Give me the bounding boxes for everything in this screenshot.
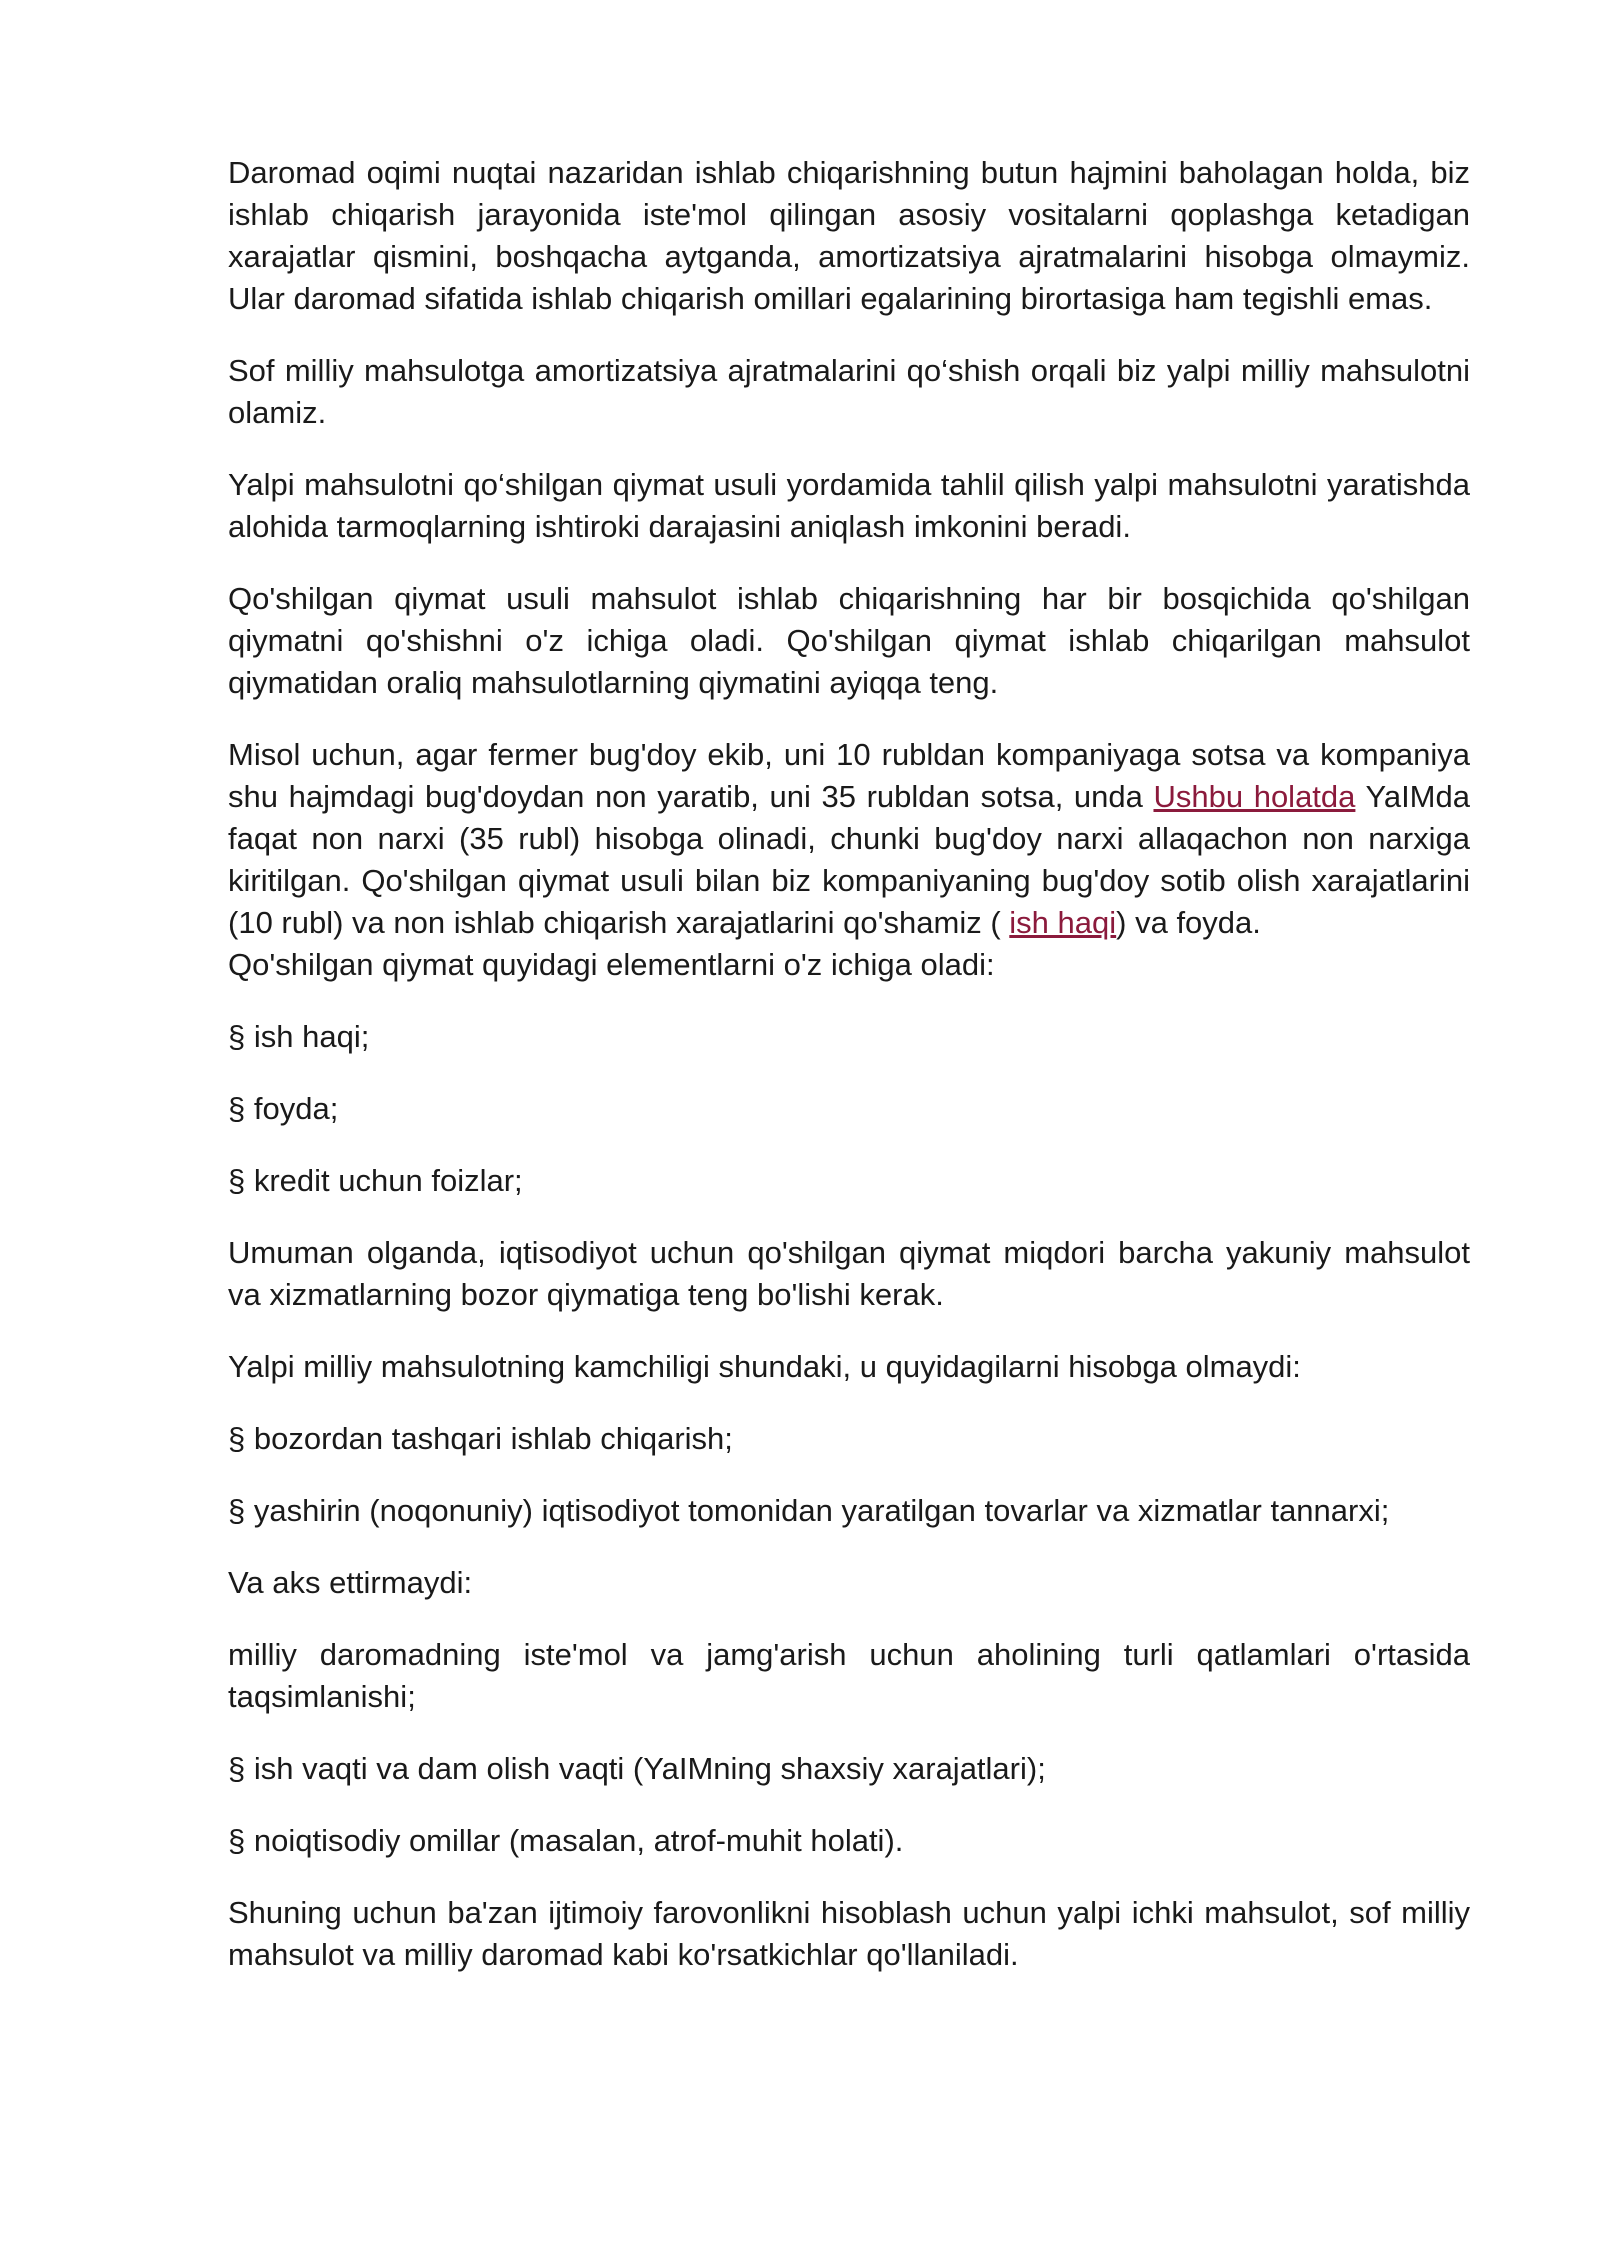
list-item: § ish vaqti va dam olish vaqti (YaIMning shaxsiy xarajatlari); <box>228 1751 1046 1786</box>
list-item: § foyda; <box>228 1091 339 1126</box>
paragraph-conclusion: Shuning uchun ba'zan ijtimoiy farovonlikni hisoblash uchun yalpi ichki mahsulot, sof milliy mahsulot va milliy daromad kabi ko'rsatkichlar qo'llaniladi. <box>228 1895 1470 1972</box>
paragraph-gnp-shortcomings: Yalpi milliy mahsulotning kamchiligi shundaki, u quyidagilarni hisobga olmaydi: <box>228 1349 1301 1384</box>
paragraph-value-added-analysis: Yalpi mahsulotni qo‘shilgan qiymat usuli yordamida tahlil qilish yalpi mahsulotni yaratishda alohida tarmoqlarning ishtiroki darajasini aniqlash imkonini beradi. <box>228 467 1470 544</box>
link-ushbu-holatda[interactable]: Ushbu holatda <box>1153 779 1356 814</box>
list-not-accounted <box>228 1418 1470 1532</box>
paragraph-gnp-definition: Sof milliy mahsulotga amortizatsiya ajratmalarini qo‘shish orqali biz yalpi milliy mahsulotni olamiz. <box>228 353 1470 430</box>
paragraph-value-added-method: Qo'shilgan qiymat usuli mahsulot ishlab chiqarishning har bir bosqichida qo'shilgan qiymatni qo'shishni o'z ichiga oladi. Qo'shilgan qiymat ishlab chiqarilgan mahsulot qiymatidan oraliq mahsulotlarning qiymatini ayiqqa teng. <box>228 581 1470 700</box>
paragraph-value-added-elements: Qo'shilgan qiymat quyidagi elementlarni o'z ichiga oladi: <box>228 947 995 982</box>
example-text-2: YaIMda faqat non narxi (35 rubl) hisobga olinadi, chunki bug'doy narxi allaqachon non narxiga kiritilgan. Qo'shilgan qiymat usuli bilan biz kompaniyaning bug'doy sotib olish xarajatlarini (10 rubl) va non ishlab chiqarish xarajatlarini qo'shamiz ( <box>228 779 1470 940</box>
paragraph-value-added-total: Umuman olganda, iqtisodiyot uchun qo'shilgan qiymat miqdori barcha yakuniy mahsulot va xizmatlarning bozor qiymatiga teng bo'lishi kerak. <box>228 1235 1470 1312</box>
paragraph-income-distribution: milliy daromadning iste'mol va jamg'arish uchun aholining turli qatlamlari o'rtasida taqsimlanishi; <box>228 1637 1470 1714</box>
document-page <box>228 152 1470 2006</box>
example-text-3: ) va foyda. <box>1116 905 1261 940</box>
list-item: § noiqtisodiy omillar (masalan, atrof-muhit holati). <box>228 1823 904 1858</box>
paragraph-does-not-reflect: Va aks ettirmaydi: <box>228 1565 473 1600</box>
list-value-added-elements <box>228 1016 1470 1202</box>
link-ish-haqi[interactable]: ish haqi <box>1009 905 1117 940</box>
example-text-1: Misol uchun, agar fermer bug'doy ekib, uni 10 rubldan kompaniyaga sotsa va kompaniya shu hajmdagi bug'doydan non yaratib, uni 35 rubldan sotsa, unda <box>228 737 1470 814</box>
paragraph-income-flow: Daromad oqimi nuqtai nazaridan ishlab chiqarishning butun hajmini baholagan holda, biz ishlab chiqarish jarayonida iste'mol qilingan asosiy vositalarni qoplashga ketadigan xarajatlar qismini, boshqacha aytganda, amortizatsiya ajratmalarini hisobga olmaymiz. Ular daromad sifatida ishlab chiqarish omillari egalarining birortasiga ham tegishli emas. <box>228 155 1470 316</box>
list-item: § kredit uchun foizlar; <box>228 1163 523 1198</box>
list-item: § bozordan tashqari ishlab chiqarish; <box>228 1421 733 1456</box>
list-item: § ish haqi; <box>228 1019 370 1054</box>
list-not-reflected <box>228 1748 1470 1862</box>
paragraph-example <box>228 734 1470 944</box>
list-item: § yashirin (noqonuniy) iqtisodiyot tomonidan yaratilgan tovarlar va xizmatlar tannarxi; <box>228 1493 1390 1528</box>
